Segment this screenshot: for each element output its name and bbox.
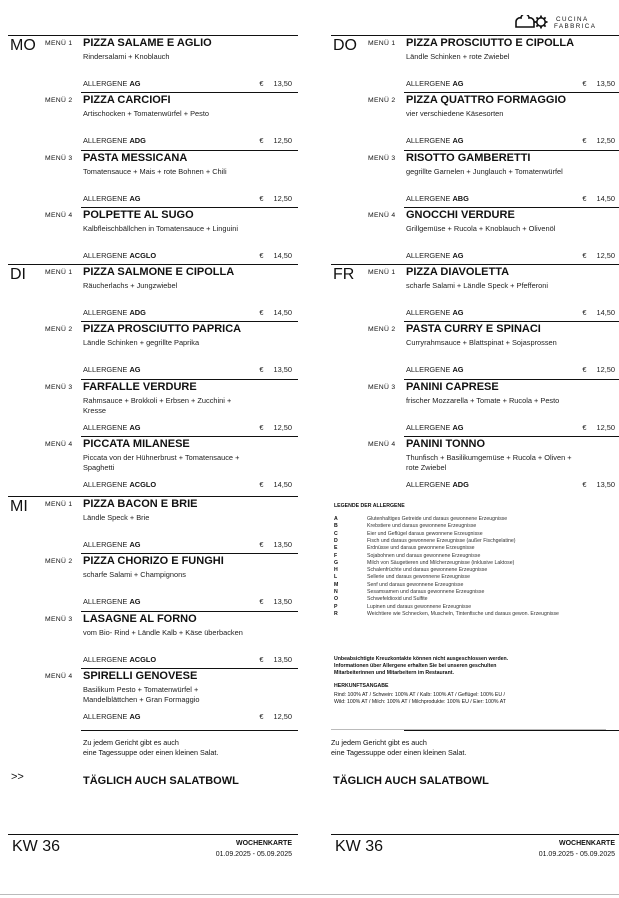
- allergen-label: ALLERGENE: [83, 136, 128, 146]
- allergen-label: ALLERGENE: [406, 422, 451, 432]
- menu-number: MENÜ 1: [368, 269, 396, 276]
- week-menu-title: WOCHENKARTE: [236, 840, 292, 847]
- price-value: 13,50: [273, 597, 292, 607]
- legend-description: Sesamsamen und daraus gewonnene Erzeugnisse: [367, 589, 485, 595]
- price: [259, 712, 292, 721]
- price: [259, 480, 292, 489]
- dish-description: Räucherlachs + Jungzwiebel: [83, 281, 178, 290]
- menu-divider: [404, 92, 619, 93]
- menu-number: MENÜ 2: [368, 97, 396, 105]
- day-divider: [8, 35, 298, 36]
- dish-name: PANINI CAPRESE: [406, 380, 499, 393]
- price-value: 12,50: [596, 250, 615, 260]
- dish-description: Rahmsauce + Brokkoli + Erbsen + Zucchini + Kresse: [83, 395, 232, 415]
- allergen-label: ALLERGENE: [406, 479, 451, 489]
- allergen-info: [83, 597, 141, 606]
- allergen-codes: AG: [129, 422, 141, 432]
- price-value: 12,50: [273, 422, 292, 432]
- price-value: 14,50: [273, 479, 292, 489]
- allergen-label: ALLERGENE: [83, 250, 128, 260]
- currency-symbol: €: [259, 365, 264, 375]
- legend-code: O: [334, 596, 339, 603]
- day-code: FR: [333, 266, 355, 283]
- brand-line1: CUCINA: [556, 16, 589, 23]
- footer-divider: [81, 730, 298, 731]
- currency-symbol: €: [582, 79, 587, 88]
- legend-code: F: [334, 552, 338, 559]
- legend-description: Milch von Säugetieren und Milcherzeugnisse (inklusive Laktose): [367, 559, 515, 566]
- menu-divider: [404, 379, 619, 380]
- menu-number: MENÜ 4: [45, 440, 73, 448]
- allergen-label: ALLERGENE: [406, 365, 451, 375]
- cross-contact-line1: Unbeabsichtigte Kreuzkontakte können nicht ausgeschlossen werden.: [334, 656, 509, 662]
- allergen-info: [83, 480, 156, 489]
- menu-number: MENÜ 1: [45, 269, 73, 276]
- legend-code: R: [334, 610, 338, 617]
- currency-symbol: €: [582, 193, 587, 203]
- currency-symbol: €: [259, 79, 264, 88]
- allergen-info: [83, 251, 156, 260]
- allergen-label: ALLERGENE: [83, 308, 128, 317]
- menu-divider: [81, 379, 298, 380]
- dish-name: PIZZA PROSCIUTTO E CIPOLLA: [406, 37, 575, 49]
- currency-symbol: €: [582, 250, 587, 260]
- allergen-info: [406, 480, 469, 489]
- dish-description: Thunfisch + Basilikumgemüse + Rucola + Oliven + rote Zwiebel: [406, 452, 572, 472]
- price: [582, 136, 615, 145]
- price: [259, 655, 292, 664]
- allergen-info: [406, 136, 464, 145]
- week-menu-title: WOCHENKARTE: [559, 840, 615, 847]
- price-value: 12,50: [596, 365, 615, 375]
- allergen-label: ALLERGENE: [406, 193, 451, 203]
- allergen-codes: AG: [452, 365, 464, 375]
- menu-number: MENÜ 4: [45, 672, 73, 680]
- legend-code: E: [334, 545, 338, 552]
- price: [582, 423, 615, 432]
- price-value: 13,50: [273, 79, 292, 88]
- price-value: 12,50: [273, 711, 292, 721]
- legend-code: N: [334, 589, 338, 595]
- allergen-codes: AG: [129, 597, 141, 607]
- price: [582, 194, 615, 203]
- day-divider: [8, 496, 298, 497]
- menu-divider: [81, 150, 298, 151]
- price: [259, 308, 292, 317]
- dish-description: Tomatensauce + Mais + rote Bohnen + Chili: [83, 166, 227, 176]
- allergen-codes: AG: [129, 711, 141, 721]
- allergen-info: [83, 365, 141, 374]
- price: [259, 136, 292, 145]
- allergen-codes: AG: [452, 308, 464, 317]
- price: [259, 365, 292, 374]
- currency-symbol: €: [259, 654, 264, 664]
- page-bottom-line: [0, 894, 619, 895]
- calendar-week: KW 36: [12, 838, 61, 855]
- menu-divider: [404, 436, 619, 437]
- dish-name: PICCATA MILANESE: [83, 437, 190, 450]
- dish-name: GNOCCHI VERDURE: [406, 208, 515, 221]
- allergen-label: ALLERGENE: [83, 422, 128, 432]
- legend-code: M: [334, 581, 339, 588]
- legend-description: Fisch und daraus gewonnene Erzeugnisse (außer Fischgelatine): [367, 537, 516, 544]
- origin-line2: Wild: 100% AT / Milch: 100% AT / Milchprodukte: 100% EU / Eier: 100% AT: [334, 698, 506, 705]
- legend-description: Erdnüsse und daraus gewonnene Erzeugnisse: [367, 545, 475, 552]
- day-divider: [331, 35, 619, 36]
- price: [259, 540, 292, 549]
- currency-symbol: €: [259, 597, 264, 607]
- dish-description: Rindersalami + Knoblauch: [83, 52, 170, 61]
- dish-name: LASAGNE AL FORNO: [83, 612, 197, 625]
- allergen-codes: ADG: [129, 136, 146, 146]
- dish-description: scharfe Salami + Champignons: [83, 570, 186, 580]
- dish-name: RISOTTO GAMBERETTI: [406, 151, 531, 164]
- allergen-info: [406, 194, 469, 203]
- allergen-info: [83, 79, 141, 88]
- price: [582, 365, 615, 374]
- origin-line1: Rind: 100% AT / Schwein: 100% AT / Kalb: 100% AT / Geflügel: 100% EU /: [334, 691, 505, 698]
- dish-name: PIZZA SALAME E AGLIO: [83, 37, 212, 49]
- menu-number: MENÜ 4: [368, 440, 396, 448]
- menu-number: MENÜ 3: [368, 383, 396, 391]
- allergen-info: [406, 251, 464, 260]
- currency-symbol: €: [259, 479, 264, 489]
- legend-code: C: [334, 530, 338, 537]
- allergen-codes: AG: [452, 250, 464, 260]
- allergen-label: ALLERGENE: [406, 250, 451, 260]
- dish-description: Ländle Schinken + gegrillte Paprika: [83, 338, 200, 348]
- allergen-notes: [334, 656, 604, 705]
- currency-symbol: €: [259, 422, 264, 432]
- price: [259, 423, 292, 432]
- menu-number: MENÜ 3: [45, 383, 73, 391]
- menu-divider: [404, 150, 619, 151]
- menu-column-left: [8, 0, 298, 898]
- week-divider: [8, 834, 298, 835]
- dish-description: gegrillte Garnelen + Junglauch + Tomatenwürfel: [406, 166, 563, 176]
- legend-description: Sojabohnen und daraus gewonnene Erzeugnisse: [367, 552, 481, 559]
- menu-number: MENÜ 3: [45, 154, 73, 162]
- allergen-label: ALLERGENE: [406, 136, 451, 146]
- day-code: DO: [333, 37, 357, 54]
- allergen-codes: ABG: [452, 193, 469, 203]
- dish-name: PIZZA SALMONE E CIPOLLA: [83, 266, 235, 278]
- allergen-codes: ACGLO: [129, 654, 157, 664]
- allergen-label: ALLERGENE: [406, 308, 451, 317]
- allergen-codes: ACGLO: [129, 479, 157, 489]
- legend-code: P: [334, 603, 338, 610]
- menu-divider: [81, 321, 298, 322]
- legend-code: G: [334, 559, 339, 566]
- price: [582, 308, 615, 317]
- allergen-info: [83, 712, 141, 721]
- allergen-codes: ADG: [452, 479, 469, 489]
- legend-code: L: [334, 574, 338, 581]
- price-value: 13,50: [596, 479, 615, 489]
- price-value: 14,50: [273, 250, 292, 260]
- dish-name: PIZZA BACON E BRIE: [83, 498, 198, 510]
- dish-description: Piccata von der Hühnerbrust + Tomatensauce + Spaghetti: [83, 452, 240, 472]
- legend-description: Lupinen und daraus gewonnene Erzeugnisse: [367, 603, 472, 610]
- menu-number: MENÜ 4: [368, 211, 396, 219]
- currency-symbol: €: [259, 136, 264, 146]
- dish-description: scharfe Salami + Ländle Speck + Pfefferoni: [406, 281, 549, 290]
- allergen-label: ALLERGENE: [83, 597, 128, 607]
- allergen-info: [406, 365, 464, 374]
- dish-description: Ländle Schinken + rote Zwiebel: [406, 52, 510, 61]
- allergen-info: [406, 423, 464, 432]
- side-dish-note-line1: Zu jedem Gericht gibt es auch: [331, 738, 427, 747]
- day-divider: [331, 264, 619, 265]
- side-dish-note-line1: Zu jedem Gericht gibt es auch: [83, 738, 179, 747]
- allergen-label: ALLERGENE: [83, 711, 128, 721]
- menu-column-right: [331, 0, 619, 898]
- dish-description: Basilikum Pesto + Tomatenwürfel + Mandelblättchen + Gran Formaggio: [83, 684, 200, 704]
- price-value: 13,50: [596, 79, 615, 88]
- side-dish-note-line2: eine Tagessuppe oder einen kleinen Salat.: [331, 748, 467, 757]
- legend-description: Senf und daraus gewonnene Erzeugnisse: [367, 581, 464, 588]
- currency-symbol: €: [582, 422, 587, 432]
- currency-symbol: €: [259, 250, 264, 260]
- price: [582, 79, 615, 88]
- allergen-info: [83, 655, 156, 664]
- currency-symbol: €: [259, 711, 264, 721]
- menu-number: MENÜ 1: [45, 501, 73, 508]
- arrow-marker: >>: [11, 771, 24, 783]
- menu-divider: [404, 207, 619, 208]
- allergen-info: [406, 79, 464, 88]
- cross-contact-line2: Informationen über Allergene erhalten Sie bei unseren geschulten: [334, 662, 497, 669]
- legend-code: H: [334, 567, 338, 574]
- allergen-codes: AG: [129, 540, 141, 549]
- dish-description: vom Bio- Rind + Ländle Kalb + Käse überbacken: [83, 627, 243, 637]
- dish-name: PASTA MESSICANA: [83, 151, 188, 164]
- dish-name: PANINI TONNO: [406, 437, 486, 450]
- menu-divider: [81, 668, 298, 669]
- price-value: 12,50: [596, 136, 615, 146]
- menu-number: MENÜ 4: [45, 211, 73, 219]
- allergen-label: ALLERGENE: [83, 193, 128, 203]
- allergen-label: ALLERGENE: [83, 540, 128, 549]
- calendar-week: KW 36: [335, 838, 384, 855]
- currency-symbol: €: [582, 308, 587, 317]
- menu-number: MENÜ 2: [368, 326, 396, 334]
- allergen-info: [83, 194, 141, 203]
- price-value: 12,50: [273, 136, 292, 146]
- menu-divider: [404, 321, 619, 322]
- menu-number: MENÜ 2: [45, 97, 73, 105]
- dish-name: POLPETTE AL SUGO: [83, 208, 194, 221]
- price: [259, 79, 292, 88]
- legend-description: Sellerie und daraus gewonnene Erzeugnisse: [367, 574, 470, 581]
- footer-divider: [404, 730, 619, 731]
- price: [582, 480, 615, 489]
- currency-symbol: €: [259, 308, 264, 317]
- menu-number: MENÜ 2: [45, 558, 73, 566]
- price: [259, 194, 292, 203]
- price-value: 13,50: [273, 654, 292, 664]
- salad-bowl-title: TÄGLICH AUCH SALATBOWL: [333, 775, 489, 787]
- currency-symbol: €: [582, 365, 587, 375]
- price: [259, 251, 292, 260]
- week-divider: [331, 834, 619, 835]
- allergen-label: ALLERGENE: [406, 79, 451, 88]
- currency-symbol: €: [259, 540, 264, 549]
- legend-description: Glutenhaltiges Getreide und daraus gewonnene Erzeugnisse: [367, 516, 508, 522]
- price-value: 14,50: [596, 193, 615, 203]
- allergen-label: ALLERGENE: [83, 479, 128, 489]
- price-value: 14,50: [273, 308, 292, 317]
- dish-name: PIZZA PROSCIUTTO PAPRICA: [83, 323, 242, 336]
- menu-number: MENÜ 3: [45, 615, 73, 623]
- dish-description: Curryrahmsauce + Blattspinat + Sojasprossen: [406, 338, 557, 348]
- allergen-codes: AG: [129, 79, 141, 88]
- allergen-info: [83, 423, 141, 432]
- dish-name: PASTA CURRY E SPINACI: [406, 323, 541, 336]
- dish-name: PIZZA CARCIOFI: [83, 94, 171, 107]
- week-dates: 01.09.2025 - 05.09.2025: [538, 851, 615, 858]
- menu-divider: [81, 611, 298, 612]
- menu-divider: [81, 436, 298, 437]
- dish-name: SPIRELLI GENOVESE: [83, 669, 198, 682]
- allergen-codes: AG: [129, 365, 141, 375]
- allergen-info: [83, 136, 146, 145]
- legend-code: D: [334, 537, 338, 544]
- day-code: MI: [10, 498, 28, 515]
- currency-symbol: €: [259, 193, 264, 203]
- price: [259, 597, 292, 606]
- allergen-info: [83, 308, 146, 317]
- day-divider: [8, 264, 298, 265]
- menu-number: MENÜ 1: [45, 40, 73, 47]
- cross-contact-line3: Mitarbeiterinnen und Mitarbeitern im Restaurant.: [334, 669, 454, 676]
- week-dates: 01.09.2025 - 05.09.2025: [215, 851, 292, 858]
- allergen-info: [406, 308, 464, 317]
- salad-bowl-title: TÄGLICH AUCH SALATBOWL: [83, 775, 239, 787]
- price-value: 12,50: [596, 422, 615, 432]
- notes-divider: [331, 729, 606, 730]
- price-value: 13,50: [273, 540, 292, 549]
- legend-description: Schwefeldioxid und Sulfite: [367, 596, 428, 603]
- dish-name: PIZZA QUATTRO FORMAGGIO: [406, 94, 567, 107]
- side-dish-note-line2: eine Tagessuppe oder einen kleinen Salat.: [83, 748, 219, 757]
- dish-description: Kalbfleischbällchen in Tomatensauce + Linguini: [83, 223, 238, 233]
- price-value: 12,50: [273, 193, 292, 203]
- allergen-label: ALLERGENE: [83, 654, 128, 664]
- legend-title: LEGENDE DER ALLERGENE: [334, 503, 405, 509]
- day-code: MO: [10, 37, 36, 54]
- allergen-codes: AG: [452, 422, 464, 432]
- dish-description: Grillgemüse + Rucola + Knoblauch + Olivenöl: [406, 223, 556, 233]
- dish-name: FARFALLE VERDURE: [83, 380, 197, 393]
- price: [582, 251, 615, 260]
- menu-divider: [81, 207, 298, 208]
- menu-divider: [81, 92, 298, 93]
- currency-symbol: €: [582, 479, 587, 489]
- legend-code: A: [334, 516, 338, 522]
- allergen-info: [83, 540, 141, 549]
- legend-description: Krebstiere und daraus gewonnene Erzeugnisse: [367, 523, 477, 530]
- legend-description: Weichtiere wie Schnecken, Muscheln, Tintenfische und daraus gewon. Erzeugnisse: [367, 610, 559, 617]
- allergen-label: ALLERGENE: [83, 79, 128, 88]
- currency-symbol: €: [582, 136, 587, 146]
- allergen-codes: AG: [452, 79, 464, 88]
- allergen-label: ALLERGENE: [83, 365, 128, 375]
- menu-divider: [81, 553, 298, 554]
- legend-description: Schalenfrüchte und daraus gewonnene Erzeugnisse: [367, 567, 488, 574]
- dish-description: vier verschiedene Käsesorten: [406, 109, 504, 119]
- price-value: 14,50: [596, 308, 615, 317]
- menu-number: MENÜ 1: [368, 40, 396, 47]
- dish-description: Ländle Speck + Brie: [83, 513, 150, 522]
- legend-description: Eier und Geflügel daraus gewonnene Erzeugnisse: [367, 530, 483, 537]
- day-code: DI: [10, 266, 26, 283]
- brand-line2: FABBRICA: [554, 23, 597, 30]
- dish-name: PIZZA CHORIZO E FUNGHI: [83, 555, 224, 568]
- allergen-codes: ADG: [129, 308, 146, 317]
- allergen-codes: AG: [452, 136, 464, 146]
- dish-description: Artischocken + Tomatenwürfel + Pesto: [83, 109, 209, 119]
- allergen-codes: ACGLO: [129, 250, 157, 260]
- price-value: 13,50: [273, 365, 292, 375]
- origin-title: HERKUNFTSANGABE: [334, 682, 389, 689]
- menu-number: MENÜ 2: [45, 326, 73, 334]
- dish-description: frischer Mozzarella + Tomate + Rucola + Pesto: [406, 395, 560, 405]
- menu-number: MENÜ 3: [368, 154, 396, 162]
- allergen-codes: AG: [129, 193, 141, 203]
- dish-name: PIZZA DIAVOLETTA: [406, 266, 510, 278]
- legend-code: B: [334, 523, 338, 530]
